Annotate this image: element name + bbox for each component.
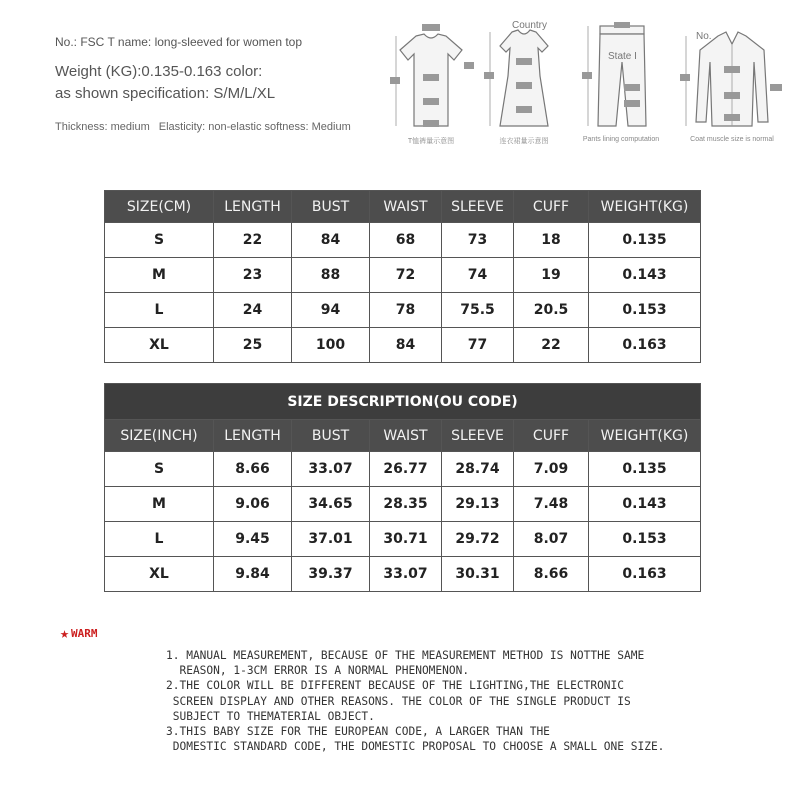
- table-row: [105, 452, 701, 487]
- table-cell: S: [105, 223, 214, 258]
- note-line: 1. MANUAL MEASUREMENT, BECAUSE OF THE MEASUREMENT METHOD IS NOTTHE SAME: [166, 649, 645, 662]
- table-cell: 29.72: [442, 522, 514, 557]
- table-cell: 94: [292, 293, 370, 328]
- table-cell: 75.5: [442, 293, 514, 328]
- dress-diagram-icon: [482, 22, 566, 134]
- table-cell: 30.71: [370, 522, 442, 557]
- table-cell: 8.66: [514, 557, 589, 592]
- table-cell: 8.07: [514, 522, 589, 557]
- table-cell: 73: [442, 223, 514, 258]
- table-cell: 28.35: [370, 487, 442, 522]
- specification-line: as shown specification: S/M/L/XL: [55, 85, 276, 102]
- header-cell: CUFF: [514, 191, 589, 223]
- measurement-diagrams: [386, 14, 786, 149]
- table-header-row: [105, 191, 701, 223]
- table-cell: 77: [442, 328, 514, 363]
- size-table-cm: [104, 190, 701, 363]
- table-cell: 26.77: [370, 452, 442, 487]
- table-cell: XL: [105, 328, 214, 363]
- table-cell: 0.163: [589, 328, 701, 363]
- star-icon: ★: [60, 624, 70, 642]
- warm-label: [60, 624, 98, 642]
- table-cell: 24: [214, 293, 292, 328]
- dress-caption: 连衣裙量示意图: [499, 138, 549, 145]
- header-cell: SIZE(INCH): [105, 420, 214, 452]
- table-cell: M: [105, 487, 214, 522]
- coat-diagram-icon: [678, 22, 786, 134]
- header-cell: LENGTH: [214, 420, 292, 452]
- coat-caption: Coat muscle size is normal: [690, 136, 774, 143]
- header-cell: SLEEVE: [442, 191, 514, 223]
- table-cell: L: [105, 293, 214, 328]
- table-cell: 7.09: [514, 452, 589, 487]
- table-row: [105, 258, 701, 293]
- header-cell: SLEEVE: [442, 420, 514, 452]
- table-cell: 0.153: [589, 522, 701, 557]
- product-name-line: No.: FSC T name: long-sleeved for women top: [55, 35, 303, 49]
- table-cell: 18: [514, 223, 589, 258]
- table-row: [105, 223, 701, 258]
- header-cell: BUST: [292, 191, 370, 223]
- table-cell: 0.143: [589, 487, 701, 522]
- header-cell: WEIGHT(KG): [589, 420, 701, 452]
- no-overlay-text: No.: [696, 31, 712, 42]
- table-cell: XL: [105, 557, 214, 592]
- table-row: [105, 522, 701, 557]
- table-cell: 23: [214, 258, 292, 293]
- header-cell: WAIST: [370, 191, 442, 223]
- table-cell: 33.07: [292, 452, 370, 487]
- country-overlay-text: Country: [512, 20, 548, 31]
- pants-caption: Pants lining computation: [582, 136, 660, 143]
- tshirt-measure-diagram: [386, 14, 476, 149]
- table-cell: 22: [514, 328, 589, 363]
- table-cell: 37.01: [292, 522, 370, 557]
- thickness-text: Thickness: medium: [55, 121, 150, 133]
- note-line: 3.THIS BABY SIZE FOR THE EUROPEAN CODE, A LARGER THAN THE: [166, 725, 550, 739]
- table-cell: 68: [370, 223, 442, 258]
- coat-measure-diagram: [678, 14, 786, 149]
- table-row: [105, 557, 701, 592]
- table-cell: 9.84: [214, 557, 292, 592]
- warm-text: WARM: [71, 627, 98, 640]
- fabric-properties-line: [55, 121, 351, 133]
- state-overlay-text: State I: [608, 51, 637, 62]
- table-cell: 8.66: [214, 452, 292, 487]
- header-cell: WAIST: [370, 420, 442, 452]
- table-cell: 20.5: [514, 293, 589, 328]
- table-cell: 33.07: [370, 557, 442, 592]
- table-cell: 9.06: [214, 487, 292, 522]
- table-cell: 84: [370, 328, 442, 363]
- dress-measure-diagram: [482, 14, 566, 149]
- table-row: [105, 293, 701, 328]
- table-cell: 0.153: [589, 293, 701, 328]
- table-cell: 22: [214, 223, 292, 258]
- table-cell: 100: [292, 328, 370, 363]
- table-cell: 7.48: [514, 487, 589, 522]
- warm-notes: [166, 648, 766, 754]
- table-cell: 30.31: [442, 557, 514, 592]
- note-line: DOMESTIC STANDARD CODE, THE DOMESTIC PROPOSAL TO CHOOSE A SMALL ONE SIZE.: [166, 740, 665, 754]
- table-title: SIZE DESCRIPTION(OU CODE): [105, 384, 701, 420]
- note-line: 2.THE COLOR WILL BE DIFFERENT BECAUSE OF THE LIGHTING,THE ELECTRONIC: [166, 679, 625, 693]
- table-cell: 78: [370, 293, 442, 328]
- pants-measure-diagram: [578, 14, 664, 149]
- table-cell: 39.37: [292, 557, 370, 592]
- tshirt-caption: T恤裤量示意图: [407, 138, 455, 145]
- table-cell: 74: [442, 258, 514, 293]
- table-cell: 84: [292, 223, 370, 258]
- table-title-row: [105, 384, 701, 420]
- table-cell: 25: [214, 328, 292, 363]
- tshirt-diagram-icon: [386, 22, 476, 134]
- pants-diagram-icon: [578, 22, 664, 134]
- table-cell: 0.135: [589, 223, 701, 258]
- header-cell: BUST: [292, 420, 370, 452]
- table-cell: 28.74: [442, 452, 514, 487]
- table-cell: 29.13: [442, 487, 514, 522]
- table-cell: 0.163: [589, 557, 701, 592]
- table-cell: 88: [292, 258, 370, 293]
- table-cell: 0.143: [589, 258, 701, 293]
- header-cell: SIZE(CM): [105, 191, 214, 223]
- weight-color-line: Weight (KG):0.135-0.163 color:: [55, 63, 263, 80]
- table-cell: 34.65: [292, 487, 370, 522]
- table-cell: 9.45: [214, 522, 292, 557]
- note-line: SCREEN DISPLAY AND OTHER REASONS. THE COLOR OF THE SINGLE PRODUCT IS: [166, 694, 631, 708]
- header-cell: CUFF: [514, 420, 589, 452]
- note-line: REASON, 1-3CM ERROR IS A NORMAL PHENOMENON.: [166, 664, 470, 678]
- note-line: SUBJECT TO THEMATERIAL OBJECT.: [166, 709, 375, 723]
- table-header-row: [105, 420, 701, 452]
- elasticity-text: Elasticity: non-elastic softness: Medium: [158, 121, 351, 133]
- header-cell: WEIGHT(KG): [589, 191, 701, 223]
- table-cell: 19: [514, 258, 589, 293]
- table-cell: 0.135: [589, 452, 701, 487]
- table-cell: S: [105, 452, 214, 487]
- table-cell: M: [105, 258, 214, 293]
- size-table-inch: [104, 383, 701, 592]
- table-row: [105, 328, 701, 363]
- table-row: [105, 487, 701, 522]
- table-cell: L: [105, 522, 214, 557]
- table-cell: 72: [370, 258, 442, 293]
- header-cell: LENGTH: [214, 191, 292, 223]
